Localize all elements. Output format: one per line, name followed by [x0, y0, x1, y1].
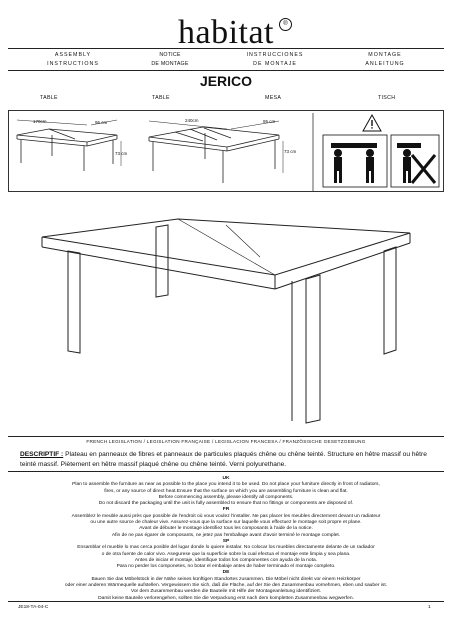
assembly-notes	[18, 476, 434, 602]
note-line: o de otra fuente de calor vivo. Asegurese que la superficie sobre la cual efectua el montaje este limpia y sea plana.	[101, 551, 351, 557]
legislation-line: FRENCH LEGISLATION / LEGISLATION FRANÇAISE / LEGISLACION FRANCESA / FRANZÖSISCHE GESETZGEBUNG	[86, 439, 366, 444]
header-col-en	[28, 52, 118, 67]
note-line: Afin de ne pas égarer de composants, ne jetez pas l'emballage avant d'avoir terminé le montage complet.	[111, 532, 341, 538]
header-bottom-rule	[8, 70, 444, 71]
notes-top-rule	[8, 471, 444, 472]
note-line: Assemblez le meuble aussi près que possible de l'endroit où vous voulez l'installer. Ne pas placer les meubles directement devant un radiateur	[71, 513, 381, 519]
dim-closed-length: 170cm	[33, 119, 47, 124]
header-line1: MONTAGE	[368, 52, 402, 58]
footer-rule	[8, 601, 444, 602]
dim-width-left: 95 cm	[95, 120, 108, 125]
description-text: Plateau en panneaux de fibres et panneaux de particules plaqués chêne ou chêne teinté. Structure en hêtre massif ou hêtre teinté massif. Piètement en hêtre massif plaqué chêne ou chêne teinté. Verni polyurethane.	[20, 451, 427, 468]
table-name-fr: TABLE	[152, 95, 170, 101]
header-line2: ANLEITUNG	[365, 61, 405, 67]
note-line: ou une autre source de chaleur vive. Assurez-vous que la surface sur laquelle vous effectuez le montage soit propre et plane.	[90, 520, 362, 526]
note-line: Plan to assemble the furniture as near as possible to the place you intend it to be used. Do not place your furniture directly in front of radiators,	[72, 482, 380, 488]
note-code-sp: SP	[222, 538, 230, 544]
page-number: 1	[428, 605, 431, 610]
brand-registered-mark: ®	[279, 18, 292, 31]
note-code-de: DE	[222, 570, 230, 576]
note-line: Bauen Sie das Möbelstück in der Nähe seines künftigen Standortes zusammen. Die Möbel nicht direkt vor einem Heizkörper	[91, 576, 361, 582]
table-name-es: MESA	[265, 95, 282, 101]
header-line1: INSTRUCCIONES	[246, 52, 304, 58]
footer-code: JE18-TA-04-C	[18, 605, 49, 610]
open-table-drawing	[149, 121, 283, 183]
table-name-de: TISCH	[378, 95, 396, 101]
note-line: Damit keine Bauteile verlorengehen, sollten Sie die Verpackung erst nach dem kompletten Zusammenbau wegwerfen.	[98, 595, 354, 601]
dim-height-right: 73 cm	[284, 149, 297, 154]
warning-icon	[363, 115, 381, 131]
dimensions-panel	[8, 110, 444, 192]
description-label: DESCRIPTIF :	[20, 451, 64, 458]
header-line1: NOTICE	[159, 52, 181, 58]
header-top-rule	[8, 48, 444, 49]
legislation-top-rule	[8, 436, 444, 437]
dim-open-length: 240cm	[185, 118, 199, 123]
note-line: Avant de débuter le montage identifiez tous les composants à l'aide de la notice.	[139, 526, 313, 532]
note-line: Antes de iniciar el montaje, identifique todos los componentes con ayuda de la nota.	[134, 557, 318, 563]
table-main-drawing	[0, 195, 452, 435]
note-code-fr: FR	[222, 507, 230, 513]
header-col-de	[340, 52, 430, 67]
header-line2: DE MONTAGE	[151, 61, 189, 67]
one-person-lift-crossed-icon	[391, 135, 439, 187]
note-line: Vor dem Zusammenbau werden die Bauteile mit Hilfe der Montageanleitung identifiziert.	[130, 589, 322, 595]
dimension-drawings	[9, 111, 445, 193]
note-line: Ensamblar el mueble lo mas cerca posible del lugar donde lo quiere instalar. No colocar los muebles directamente delante de un radiador	[77, 545, 375, 551]
brand-logo: habitat	[177, 14, 275, 51]
note-line: Before commencing assembly, please identify all components.	[158, 494, 294, 500]
two-person-lift-icon	[323, 135, 387, 187]
note-line: Do not discard the packaging until the unit is fully assembled to ensure that no fittings or components are disposed of.	[98, 501, 354, 507]
dim-height-left: 73 cm	[115, 151, 128, 156]
header-col-es	[230, 52, 320, 67]
header-line2: INSTRUCTIONS	[47, 61, 99, 67]
table-name-en: TABLE	[40, 95, 58, 101]
note-code-uk: UK	[222, 476, 230, 481]
note-line: fires, or any source of direct heat.Ensure that the surface on which you are assembling furniture is clean and flat.	[104, 488, 348, 494]
header-line2: DE MONTAJE	[253, 61, 297, 67]
closed-table-drawing	[17, 120, 121, 171]
note-line: oder einer anderen Wärmequelle aufstellen. Vergewissern Sie sich, daß die Fläche, auf der Sie den Zusammenbau vornehmen, eben und sauber ist.	[64, 583, 388, 589]
model-title: JERICO	[199, 73, 253, 89]
header-line1: ASSEMBLY	[54, 52, 92, 58]
header-col-fr	[125, 52, 215, 67]
note-line: Para no perder los componetes, no botar el embalaje antes de haber terminado el montaje completo.	[116, 564, 336, 570]
dim-width-right: 95 cm	[263, 119, 276, 124]
description-block	[20, 450, 440, 469]
